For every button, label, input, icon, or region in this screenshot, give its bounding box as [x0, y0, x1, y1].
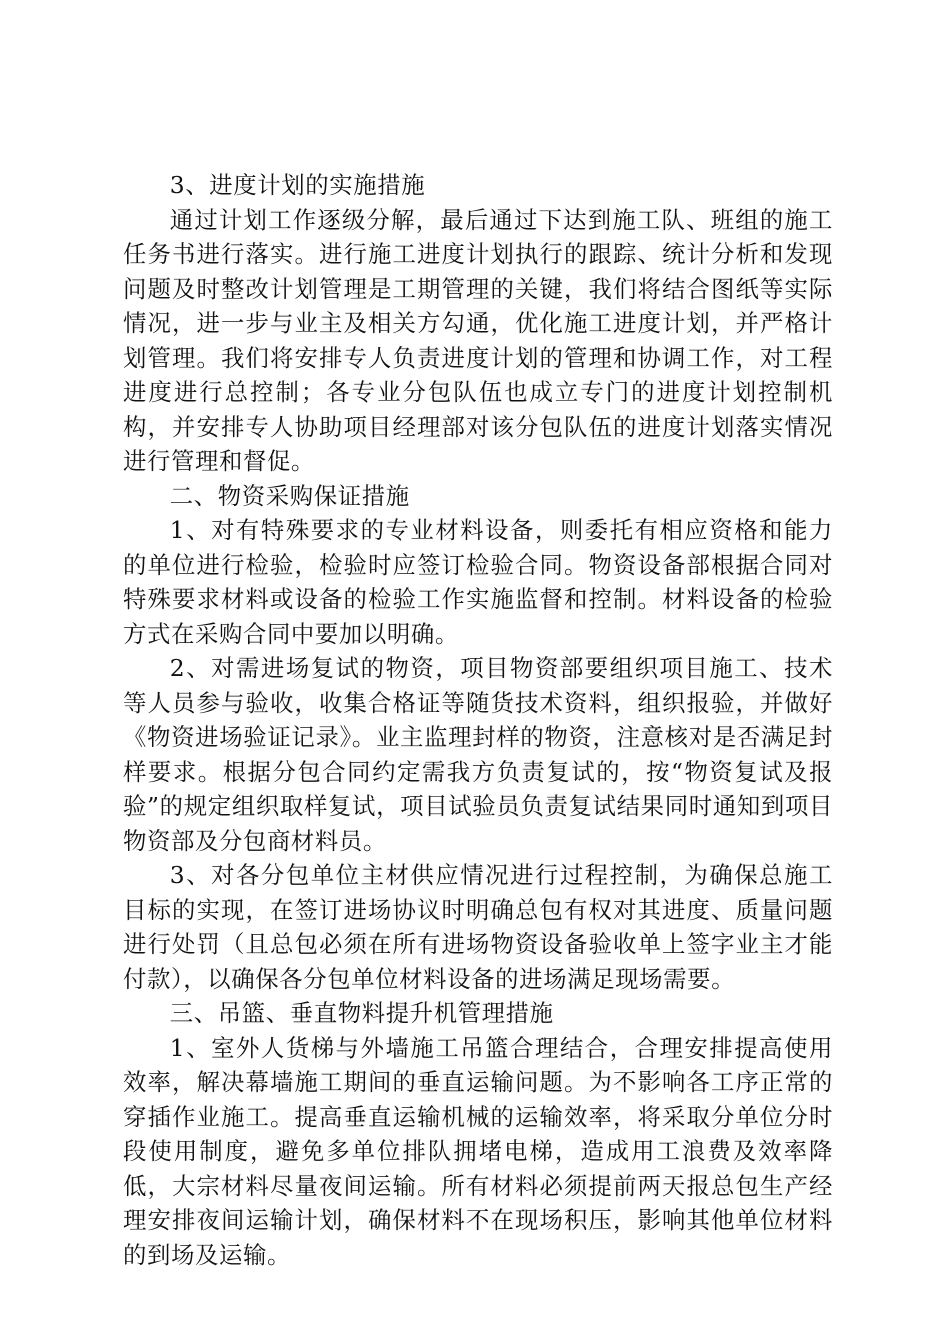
- paragraph-hoist-item-1: 1、室外人货梯与外墙施工吊篮合理结合，合理安排提高使用效率，解决幕墙施工期间的垂直运输问题。为不影响各工序正常的穿插作业施工。提高垂直运输机械的运输效率，将采取分单位分时段使用制度，避免多单位排队拥堵电梯，造成用工浪费及效率降低，大宗材料尽量夜间运输。所有材料必须提前两天报总包生产经理安排夜间运输计划，确保材料不在现场积压，影响其他单位材料的到场及运输。: [123, 1033, 833, 1269]
- section-heading-hoist-management: 三、吊篮、垂直物料提升机管理措施: [169, 999, 554, 1027]
- section-heading-material-procurement: 二、物资采购保证措施: [169, 481, 410, 510]
- paragraph-procurement-item-3: 3、对各分包单位主材供应情况进行过程控制，为确保总施工目标的实现，在签订进场协议时明确总包有权对其进度、质量问题进行处罚（且总包必须在所有进场物资设备验收单上签字业主才能付款），以确保各分包单位材料设备的进场满足现场需要。: [123, 861, 833, 993]
- section-heading-schedule-implementation: 3、进度计划的实施措施: [169, 171, 426, 199]
- paragraph-schedule-implementation: 通过计划工作逐级分解，最后通过下达到施工队、班组的施工任务书进行落实。进行施工进度计划执行的跟踪、统计分析和发现问题及时整改计划管理是工期管理的关键，我们将结合图纸等实际情况，进一步与业主及相关方勾通，优化施工进度计划，并严格计划管理。我们将安排专人负责进度计划的管理和协调工作，对工程进度进行总控制；各专业分包队伍也成立专门的进度计划控制机构，并安排专人协助项目经理部对该分包队伍的进度计划落实情况进行管理和督促。: [123, 205, 833, 475]
- document-body: [123, 168, 833, 1272]
- paragraph-procurement-item-1: 1、对有特殊要求的专业材料设备，则委托有相应资格和能力的单位进行检验，检验时应签订检验合同。物资设备部根据合同对特殊要求材料或设备的检验工作实施监督和控制。材料设备的检验方式在采购合同中要加以明确。: [123, 516, 833, 648]
- paragraph-procurement-item-2: 2、对需进场复试的物资，项目物资部要组织项目施工、技术等人员参与验收，收集合格证等随货技术资料，组织报验，并做好《物资进场验证记录》。业主监理封样的物资，注意核对是否满足封样要求。根据分包合同约定需我方负责复试的，按“物资复试及报验”的规定组织取样复试，项目试验员负责复试结果同时通知到项目物资部及分包商材料员。: [123, 654, 833, 855]
